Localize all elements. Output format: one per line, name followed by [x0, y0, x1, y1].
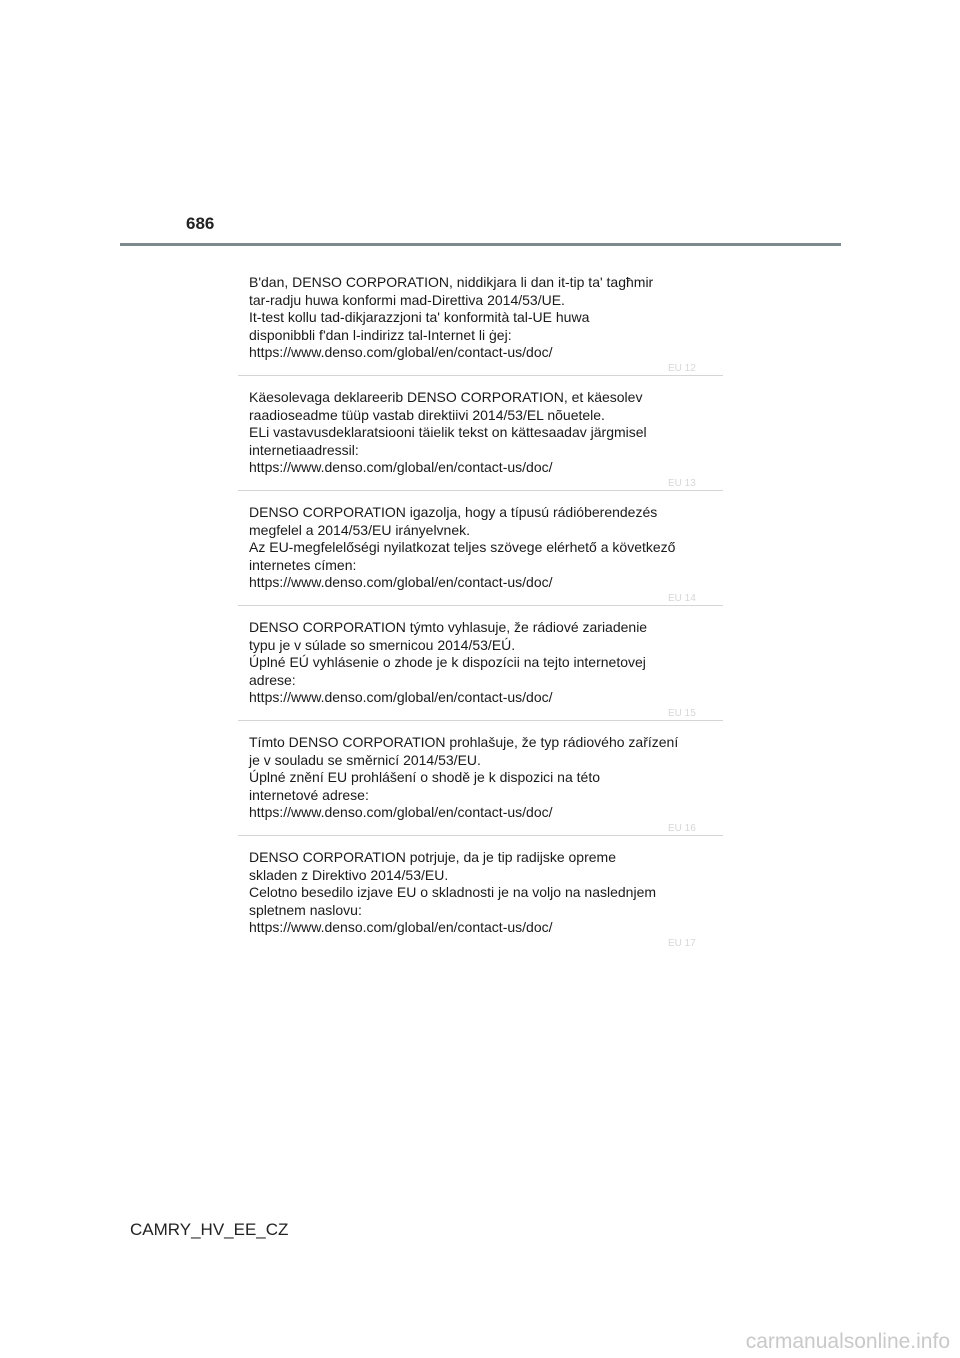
- declaration-url: https://www.denso.com/global/en/contact-us/doc/: [249, 689, 553, 705]
- declaration-separator: [238, 835, 723, 836]
- declaration-line: DENSO CORPORATION týmto vyhlasuje, že rádiové zariadenie: [249, 619, 648, 635]
- declaration-code: EU 15: [668, 708, 696, 719]
- declaration-line: Az EU-megfelelőségi nyilatkozat teljes szövege elérhető a következő: [249, 539, 676, 555]
- declaration-url: https://www.denso.com/global/en/contact-us/doc/: [249, 919, 553, 935]
- declaration-code: EU 17: [668, 938, 696, 949]
- watermark: carmanualsonline.info: [745, 1330, 950, 1353]
- declaration-code: EU 16: [668, 823, 696, 834]
- declaration-block: [249, 619, 724, 707]
- declaration-line: Celotno besedilo izjave EU o skladnosti je na voljo na naslednjem: [249, 884, 657, 900]
- declaration-line: skladen z Direktivo 2014/53/EU.: [249, 866, 449, 883]
- declaration-url: https://www.denso.com/global/en/contact-us/doc/: [249, 804, 553, 820]
- declaration-separator: [238, 375, 723, 376]
- declaration-block: [249, 389, 724, 477]
- declaration-line: DENSO CORPORATION igazolja, hogy a típusú rádióberendezés: [249, 504, 658, 520]
- declaration-line: Úplné znění EU prohlášení o shodě je k dispozici na této: [249, 769, 600, 785]
- declaration-code: EU 12: [668, 363, 696, 374]
- declaration-line: Käesolevaga deklareerib DENSO CORPORATION, et käesolev: [249, 389, 643, 405]
- declaration-block: [249, 734, 724, 822]
- declaration-line: internetes címen:: [249, 556, 357, 573]
- declaration-line: DENSO CORPORATION potrjuje, da je tip radijske opreme: [249, 849, 616, 865]
- declaration-line: ELi vastavusdeklaratsiooni täielik tekst on kättesaadav järgmisel: [249, 424, 647, 440]
- declaration-line: internetové adrese:: [249, 786, 369, 803]
- declaration-block: [249, 504, 724, 592]
- declaration-line: disponibbli f'dan l-indirizz tal-Internet li ġej:: [249, 326, 512, 343]
- declaration-separator: [238, 605, 723, 606]
- declaration-url: https://www.denso.com/global/en/contact-us/doc/: [249, 459, 553, 475]
- declaration-line: internetiaadressil:: [249, 441, 359, 458]
- page-number: 686: [186, 214, 215, 233]
- declaration-url: https://www.denso.com/global/en/contact-us/doc/: [249, 344, 553, 360]
- footer-code: CAMRY_HV_EE_CZ: [130, 1220, 289, 1239]
- declaration-separator: [238, 490, 723, 491]
- declaration-url: https://www.denso.com/global/en/contact-us/doc/: [249, 574, 553, 590]
- declaration-line: megfelel a 2014/53/EU irányelvnek.: [249, 521, 471, 538]
- declaration-line: adrese:: [249, 671, 296, 688]
- declaration-line: tar-radju huwa konformi mad-Direttiva 2014/53/UE.: [249, 291, 565, 308]
- declaration-block: [249, 849, 724, 937]
- declaration-line: Tímto DENSO CORPORATION prohlašuje, že typ rádiového zařízení: [249, 734, 679, 750]
- declaration-line: je v souladu se směrnicí 2014/53/EU.: [249, 751, 481, 768]
- declaration-separator: [238, 720, 723, 721]
- declaration-block: [249, 274, 724, 362]
- declaration-line: typu je v súlade so smernicou 2014/53/EÚ.: [249, 636, 516, 653]
- declaration-code: EU 13: [668, 478, 696, 489]
- declaration-line: raadioseadme tüüp vastab direktiivi 2014/53/EL nõuetele.: [249, 406, 605, 423]
- declaration-line: spletnem naslovu:: [249, 901, 362, 918]
- declaration-line: Úplné EÚ vyhlásenie o zhode je k dispozícii na tejto internetovej: [249, 654, 646, 670]
- declaration-code: EU 14: [668, 593, 696, 604]
- declaration-line: B'dan, DENSO CORPORATION, niddikjara li dan it-tip ta' tagħmir: [249, 274, 654, 290]
- declaration-line: It-test kollu tad-dikjarazzjoni ta' konformità tal-UE huwa: [249, 309, 590, 325]
- header-rule: [120, 243, 841, 246]
